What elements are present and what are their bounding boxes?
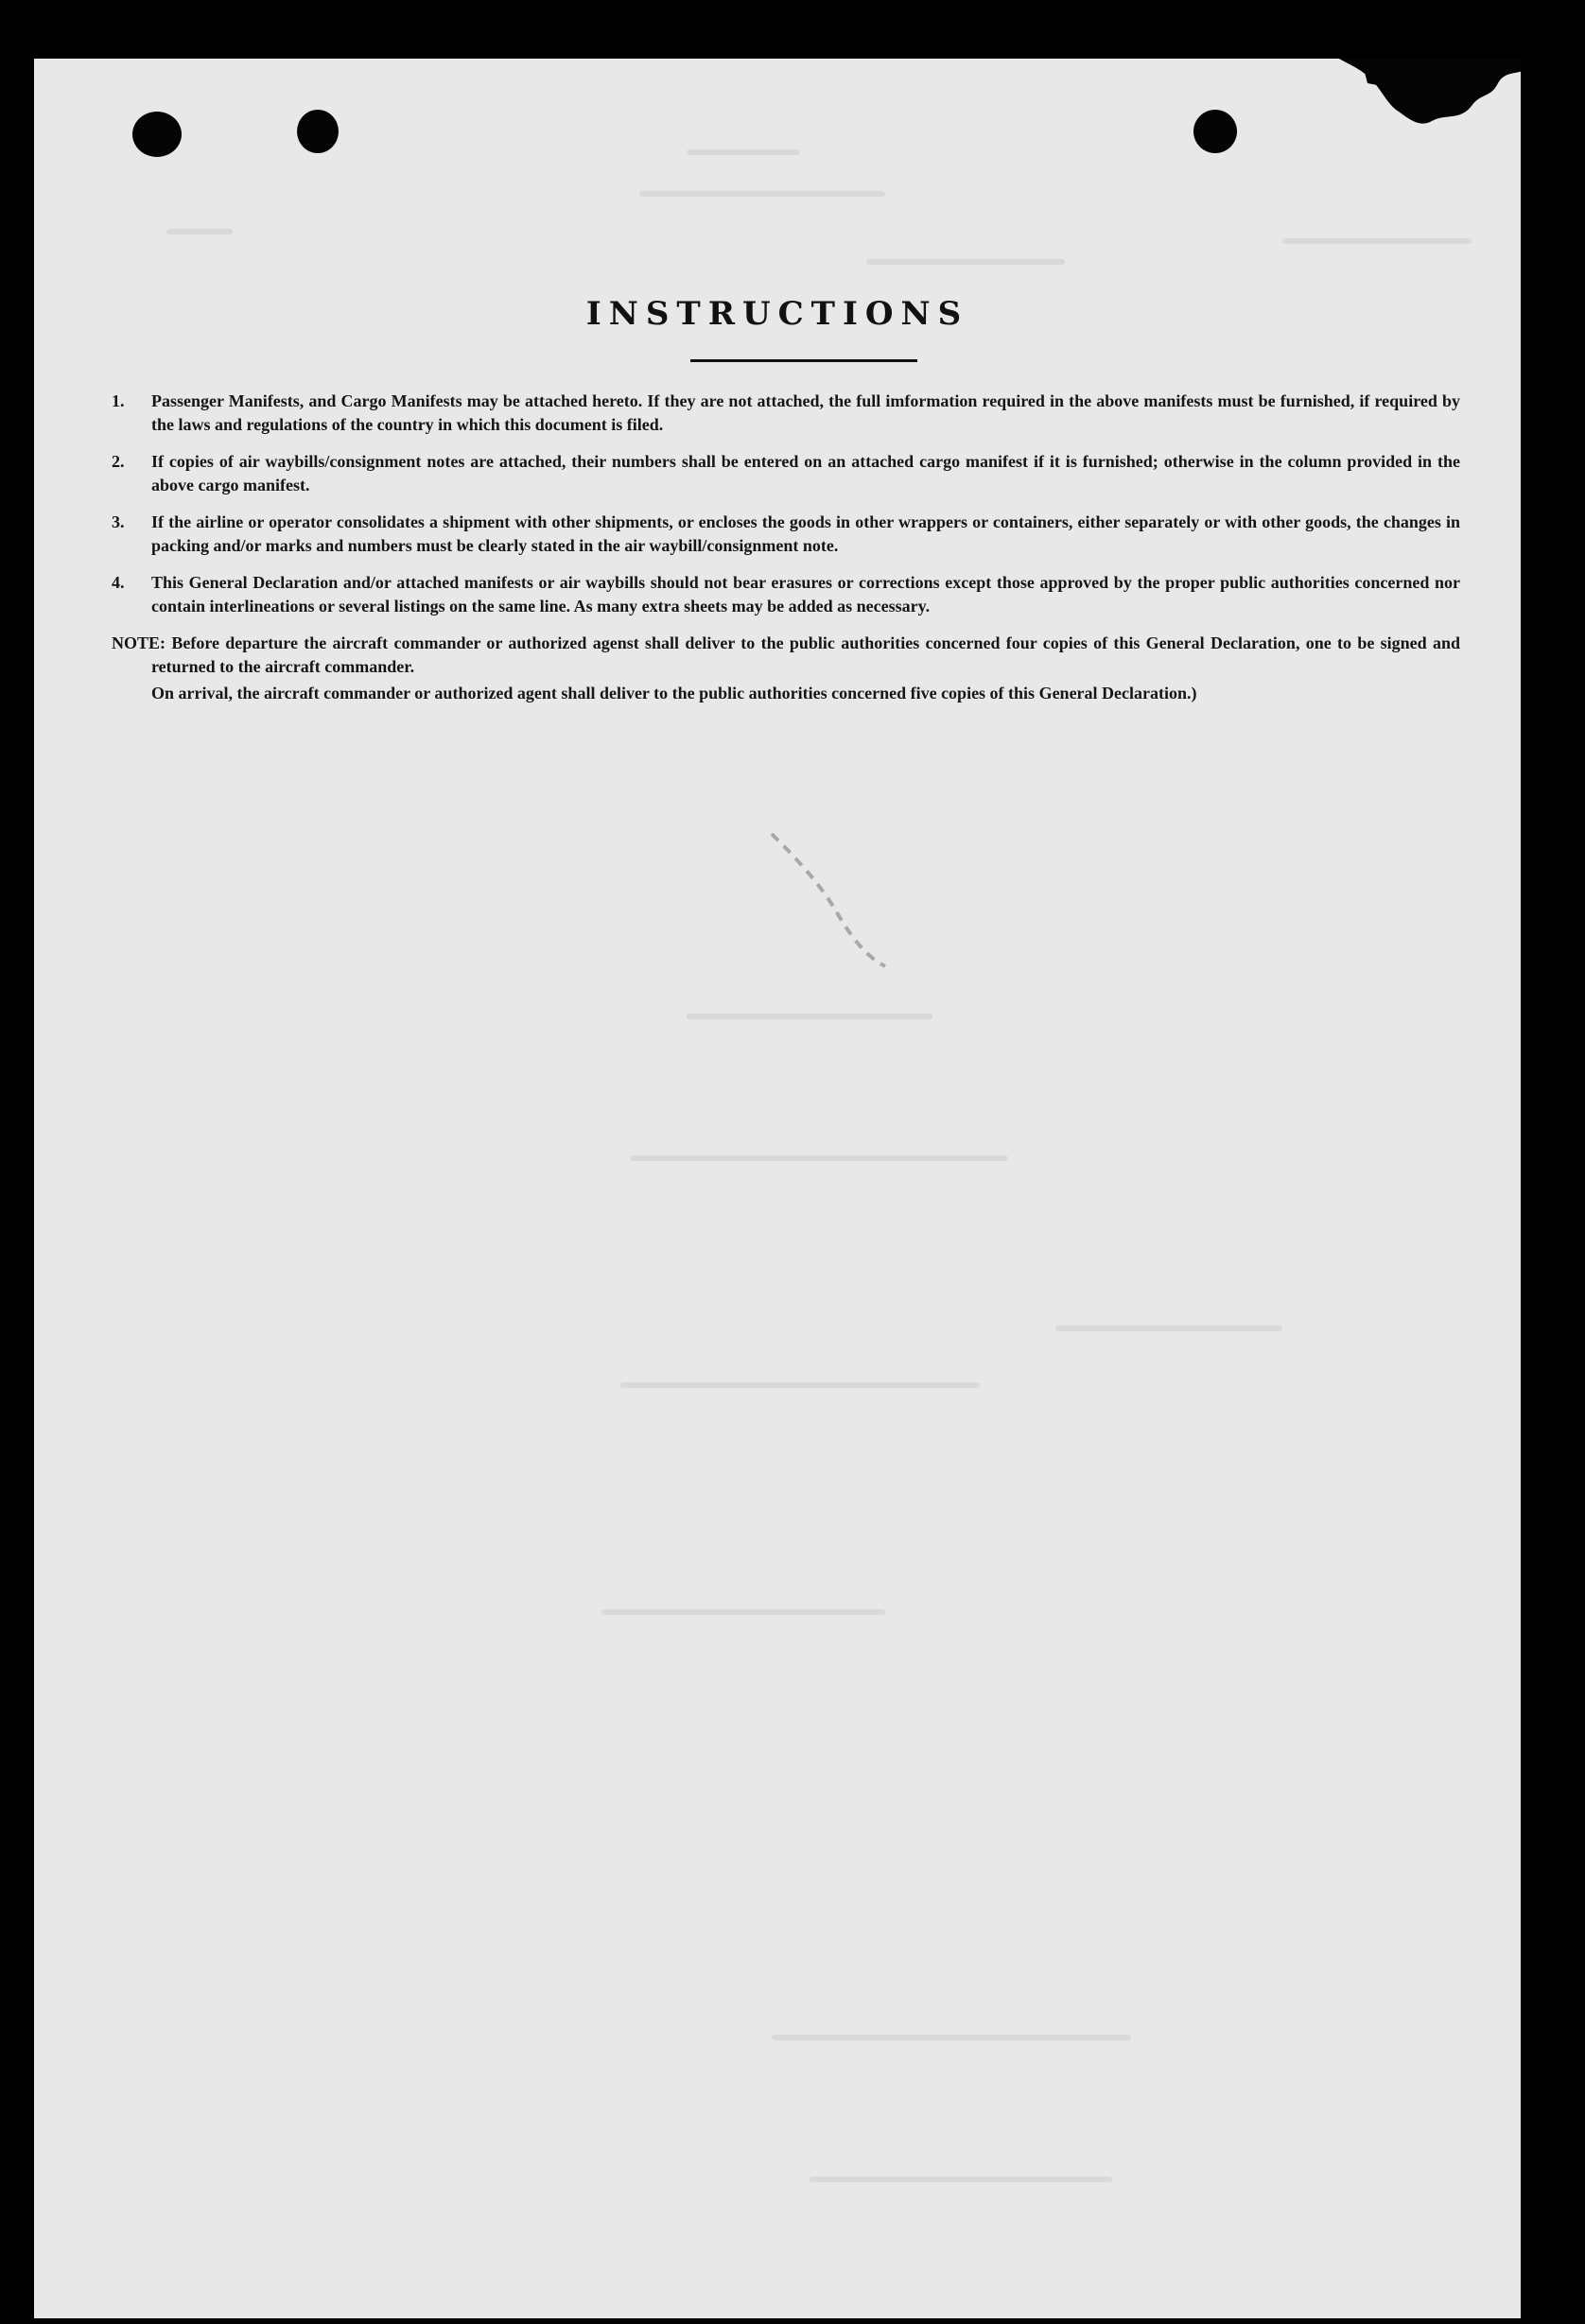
bleed-through-mark [1282,238,1472,244]
instruction-text: Passenger Manifests, and Cargo Manifests may be attached hereto. If they are not attached, the full imformation required in the above manifests must be furnished, if required by the laws and regulations of the country in which this document is filed. [151,391,1460,434]
document-page [34,59,1521,2318]
bleed-through-mark [630,1155,1008,1161]
bleed-through-mark [687,149,800,155]
note-text: Before departure the aircraft commander or authorized agenst shall deliver to the public authorities concerned four copies of this General Declaration, one to be signed and returned to the aircraft commander. [151,633,1460,676]
bleed-through-mark [620,1382,980,1388]
bleed-through-mark [639,191,885,197]
instruction-number: 1. [112,391,125,410]
instruction-item [112,571,1460,618]
punch-hole [297,110,339,153]
bleed-through-mark [866,259,1065,265]
instruction-item [112,390,1460,437]
note-label: NOTE: [112,633,166,652]
instruction-item [112,511,1460,558]
note-paragraph: On arrival, the aircraft commander or authorized agent shall deliver to the public authorities concerned five copies of this General Declaration.) [151,684,1197,702]
bleed-through-mark [687,1014,932,1019]
note-paragraph [112,632,1460,679]
instruction-text: This General Declaration and/or attached manifests or air waybills should not bear erasures or corrections except those approved by the proper public authorities concerned nor contain interlineations or several listings on the same line. As many extra sheets may be added as necessary. [151,573,1460,616]
page-title: INSTRUCTIONS [585,295,969,333]
bleed-through-mark [166,229,233,234]
instruction-number: 4. [112,573,125,592]
instruction-number: 2. [112,452,125,471]
bleed-through-mark [772,2035,1131,2040]
bleed-through-mark [810,2177,1112,2182]
instruction-text: If the airline or operator consolidates a shipment with other shipments, or encloses the goods in other wrappers or containers, either separately or with other goods, the changes in packing and/or marks and numbers must be clearly stated in the air waybill/consignment note. [151,512,1460,555]
faint-stamp-mark [762,824,904,976]
torn-corner-mark [1339,59,1521,155]
bleed-through-mark [601,1609,885,1615]
instruction-item [112,450,1460,497]
bleed-through-mark [1055,1326,1282,1331]
punch-hole [132,112,182,157]
punch-hole [1193,110,1237,153]
title-underline [690,359,917,362]
instruction-text: If copies of air waybills/consignment notes are attached, their numbers shall be entered on an attached cargo manifest if it is furnished; otherwise in the column provided in the above cargo manifest. [151,452,1460,494]
instructions-list [112,390,1460,705]
instruction-number: 3. [112,512,125,531]
note-block [112,632,1460,705]
